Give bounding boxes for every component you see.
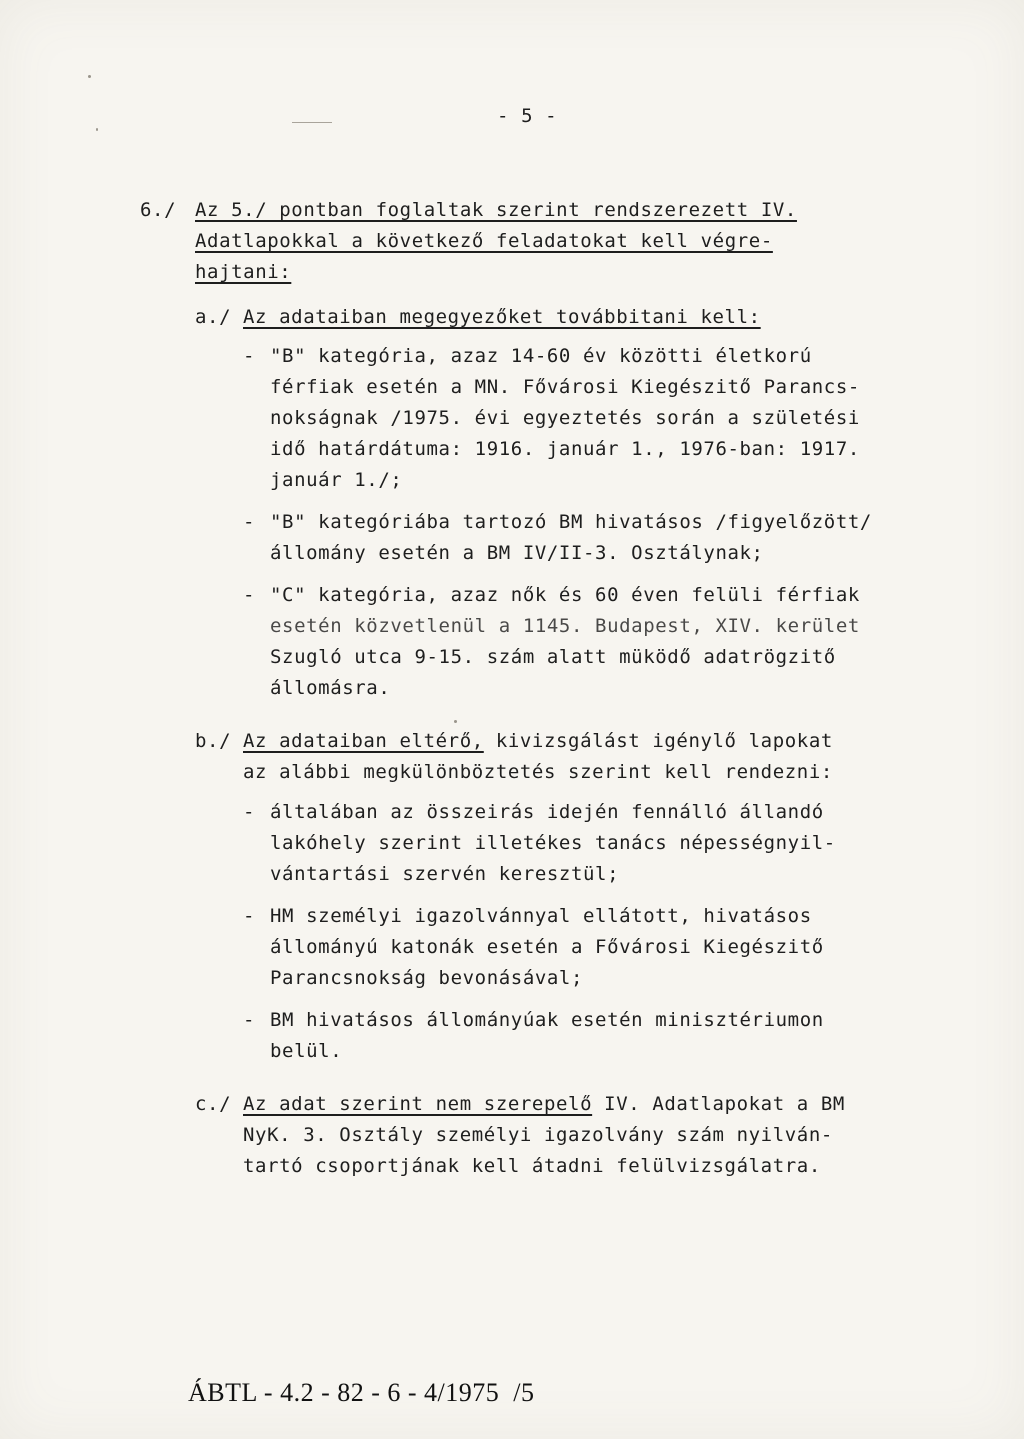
section-6-heading-line-2: Adatlapokkal a következő feladatokat kell végre- xyxy=(195,230,773,252)
item-a-heading: Az adataiban megegyezőket továbbitani kell: xyxy=(243,306,761,328)
bullet-a3-line-4: állomásra. xyxy=(270,677,391,699)
bullet-b1-line-1: általában az összeirás idején fennálló állandó xyxy=(270,801,824,823)
bullet-dash: - xyxy=(243,511,256,533)
item-b-heading-line-1 xyxy=(243,729,833,753)
item-b-heading: Az adataiban eltérő, xyxy=(243,730,484,752)
bullet-dash: - xyxy=(243,345,256,367)
section-6-heading-line-3: hajtani: xyxy=(195,261,292,283)
item-b-heading-rest: kivizsgálást igénylő lapokat xyxy=(483,730,833,752)
bullet-a1-line-5: január 1./; xyxy=(270,469,403,491)
scan-speck xyxy=(96,128,98,131)
bullet-a2-line-1: "B" kategóriába tartozó BM hivatásos /figyelőzött/ xyxy=(270,511,872,533)
bullet-a1-line-4: idő határdátuma: 1916. január 1., 1976-ban: 1917. xyxy=(270,438,860,460)
item-c-heading-rest: IV. Adatlapokat a BM xyxy=(592,1093,845,1115)
archive-reference: ÁBTL - 4.2 - 82 - 6 - 4/1975 /5 xyxy=(188,1378,535,1407)
bullet-dash: - xyxy=(243,905,256,927)
bullet-a1-line-2: férfiak esetén a MN. Fővárosi Kiegészitő Parancs- xyxy=(270,376,860,398)
bullet-b2-line-1: HM személyi igazolvánnyal ellátott, hivatásos xyxy=(270,905,812,927)
bullet-dash: - xyxy=(243,1009,256,1031)
bullet-a3-line-3: Szugló utca 9-15. szám alatt müködő adatrögzitő xyxy=(270,646,836,668)
bullet-b3-line-1: BM hivatásos állományúak esetén minisztériumon xyxy=(270,1009,824,1031)
item-c-heading: Az adat szerint nem szerepelő xyxy=(243,1093,593,1115)
bullet-a1-line-1: "B" kategória, azaz 14-60 év közötti életkorú xyxy=(270,345,812,367)
item-b-line-2: az alábbi megkülönböztetés szerint kell rendezni: xyxy=(243,761,833,783)
bullet-b3-line-2: belül. xyxy=(270,1040,343,1062)
item-c-label: c./ xyxy=(195,1093,232,1115)
bullet-dash: - xyxy=(243,584,256,606)
scan-mark xyxy=(292,122,332,123)
scan-speck xyxy=(454,720,457,723)
bullet-b1-line-3: vántartási szervén keresztül; xyxy=(270,863,620,885)
bullet-b1-line-2: lakóhely szerint illetékes tanács népességnyil- xyxy=(270,832,836,854)
bullet-b2-line-3: Parancsnokság bevonásával; xyxy=(270,967,584,989)
item-a-label: a./ xyxy=(195,306,232,328)
item-b-label: b./ xyxy=(195,730,232,752)
bullet-dash: - xyxy=(243,801,256,823)
scan-speck xyxy=(88,75,91,78)
item-c-heading-line-1 xyxy=(243,1092,845,1116)
bullet-a1-line-3: nokságnak /1975. évi egyeztetés során a születési xyxy=(270,407,860,429)
bullet-a3-line-2: esetén közvetlenül a 1145. Budapest, XIV. kerület xyxy=(270,615,860,637)
item-c-line-2: NyK. 3. Osztály személyi igazolvány szám nyilván- xyxy=(243,1124,833,1146)
section-6-number: 6./ xyxy=(140,199,177,221)
bullet-b2-line-2: állományú katonák esetén a Fővárosi Kiegészitő xyxy=(270,936,824,958)
bullet-a2-line-2: állomány esetén a BM IV/II-3. Osztálynak; xyxy=(270,542,764,564)
item-c-line-3: tartó csoportjának kell átadni felülvizsgálatra. xyxy=(243,1155,821,1177)
bullet-a3-line-1: "C" kategória, azaz nők és 60 éven felüli férfiak xyxy=(270,584,860,606)
section-6-heading-line-1: Az 5./ pontban foglaltak szerint rendszerezett IV. xyxy=(195,199,797,221)
page-number: - 5 - xyxy=(497,105,558,127)
